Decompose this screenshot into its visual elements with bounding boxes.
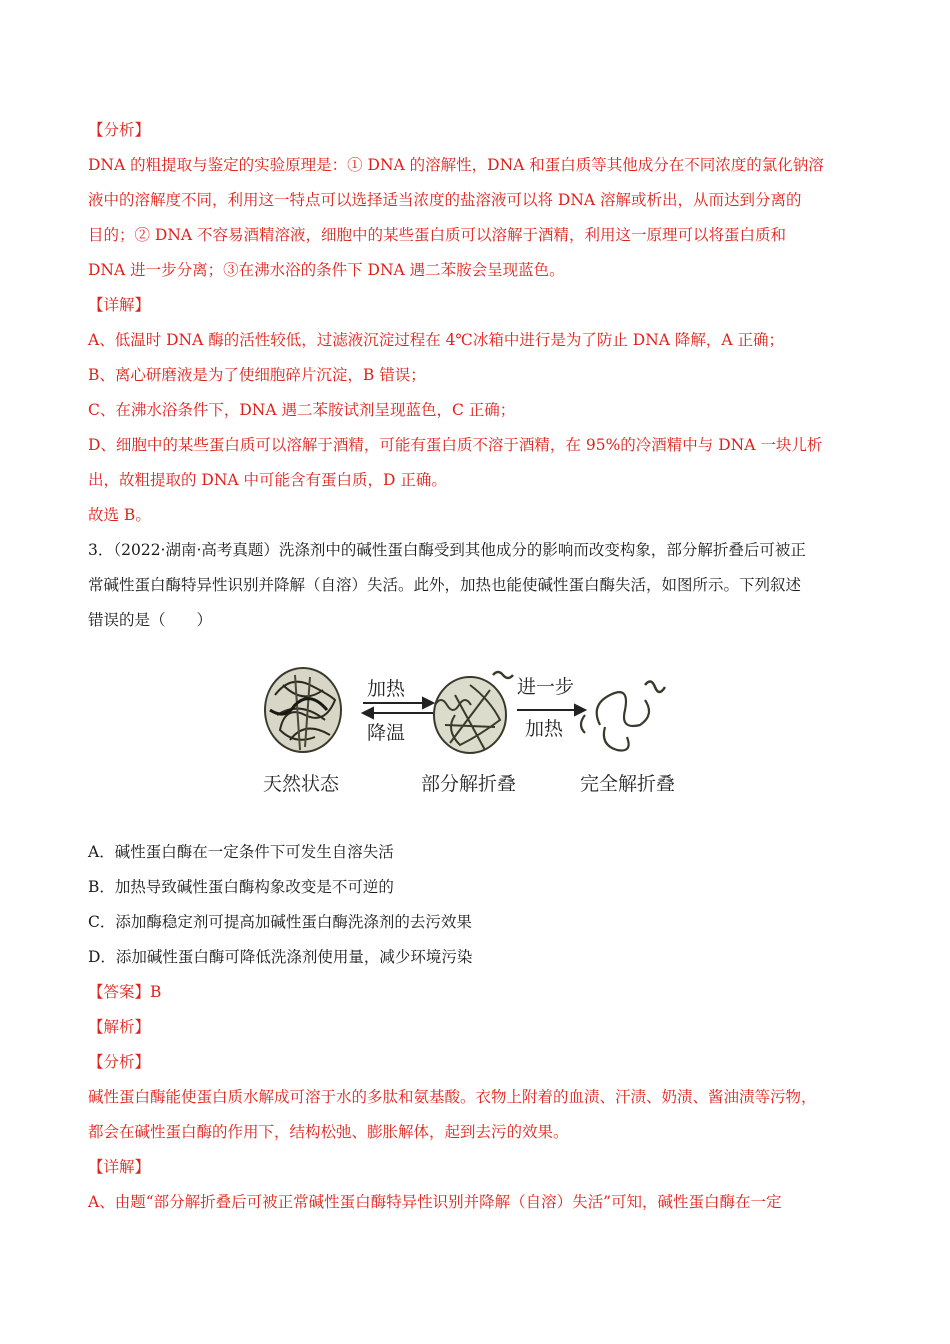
option-d: D．添加碱性蛋白酶可降低洗涤剂使用量，减少环境污染 (88, 948, 473, 966)
detail-line: C、在沸水浴条件下，DNA 遇二苯胺试剂呈现蓝色，C 正确； (88, 401, 516, 419)
analysis-line: 液中的溶解度不同，利用这一特点可以选择适当浓度的盐溶液可以将 DNA 溶解或析出，从而达到分离的 (88, 191, 802, 209)
arrow-further-heat (517, 705, 585, 715)
state-label-full: 完全解折叠 (580, 773, 676, 795)
analysis-line: 碱性蛋白酶能使蛋白质水解成可溶于水的多肽和氨基酸。衣物上附着的血渍、汗渍、奶渍、酱油渍等污物， (88, 1088, 817, 1106)
option-b: B．加热导致碱性蛋白酶构象改变是不可逆的 (88, 878, 394, 896)
detail-line: 出，故粗提取的 DNA 中可能含有蛋白质，D 正确。 (88, 471, 447, 489)
arrow-label-further: 进一步 (517, 676, 575, 698)
detail-line: A、低温时 DNA 酶的活性较低，过滤液沉淀过程在 4℃冰箱中进行是为了防止 DNA 降解，A 正确； (88, 331, 785, 349)
detail-line: A、由题“部分解折叠后可被正常碱性蛋白酶特异性识别并降解（自溶）失活”可知，碱性蛋白酶在一定 (88, 1193, 782, 1211)
arrow-label-heat: 加热 (367, 678, 406, 700)
analysis-line: DNA 的粗提取与鉴定的实验原理是：① DNA 的溶解性，DNA 和蛋白质等其他成分在不同浓度的氯化钠溶 (88, 156, 824, 174)
state-label-partial: 部分解折叠 (421, 773, 517, 795)
protein-folding-figure (255, 655, 685, 805)
arrow-label-heat-2: 加热 (525, 718, 564, 740)
analysis-line: 都会在碱性蛋白酶的作用下，结构松弛、膨胀解体，起到去污的效果。 (88, 1123, 569, 1141)
question-stem-line: 常碱性蛋白酶特异性识别并降解（自溶）失活。此外，加热也能使碱性蛋白酶失活，如图所示。下列叙述 (88, 576, 802, 594)
arrows-heat-cool (363, 698, 433, 718)
native-protein-illustration (265, 668, 341, 752)
option-c: C．添加酶稳定剂可提高加碱性蛋白酶洗涤剂的去污效果 (88, 913, 472, 931)
option-a: A．碱性蛋白酶在一定条件下可发生自溶失活 (88, 843, 394, 861)
analysis-line: 目的；② DNA 不容易酒精溶液，细胞中的某些蛋白质可以溶解于酒精，利用这一原理可以将蛋白质和 (88, 226, 787, 244)
fully-unfolded-protein-illustration (581, 681, 665, 750)
detail-line: B、离心研磨液是为了使细胞碎片沉淀，B 错误； (88, 366, 426, 384)
answer-line: 【答案】B (88, 983, 162, 1001)
state-label-native: 天然状态 (263, 773, 340, 795)
jiexi-heading: 【解析】 (88, 1018, 151, 1036)
detail-heading: 【详解】 (88, 296, 151, 314)
conclusion-line: 故选 B。 (88, 506, 151, 524)
partial-unfolded-protein-illustration (434, 672, 513, 753)
analysis-heading: 【分析】 (88, 121, 151, 139)
question-stem-line: 错误的是（ ） (88, 611, 213, 629)
analysis-heading: 【分析】 (88, 1053, 151, 1071)
question-stem-line: 3．（2022·湖南·高考真题）洗涤剂中的碱性蛋白酶受到其他成分的影响而改变构象，部分解折叠后可被正 (88, 541, 806, 559)
analysis-line: DNA 进一步分离；③在沸水浴的条件下 DNA 遇二苯胺会呈现蓝色。 (88, 261, 565, 279)
detail-line: D、细胞中的某些蛋白质可以溶解于酒精，可能有蛋白质不溶于酒精，在 95%的冷酒精中与 DNA 一块儿析 (88, 436, 823, 454)
detail-heading: 【详解】 (88, 1158, 151, 1176)
arrow-label-cool: 降温 (367, 722, 406, 744)
